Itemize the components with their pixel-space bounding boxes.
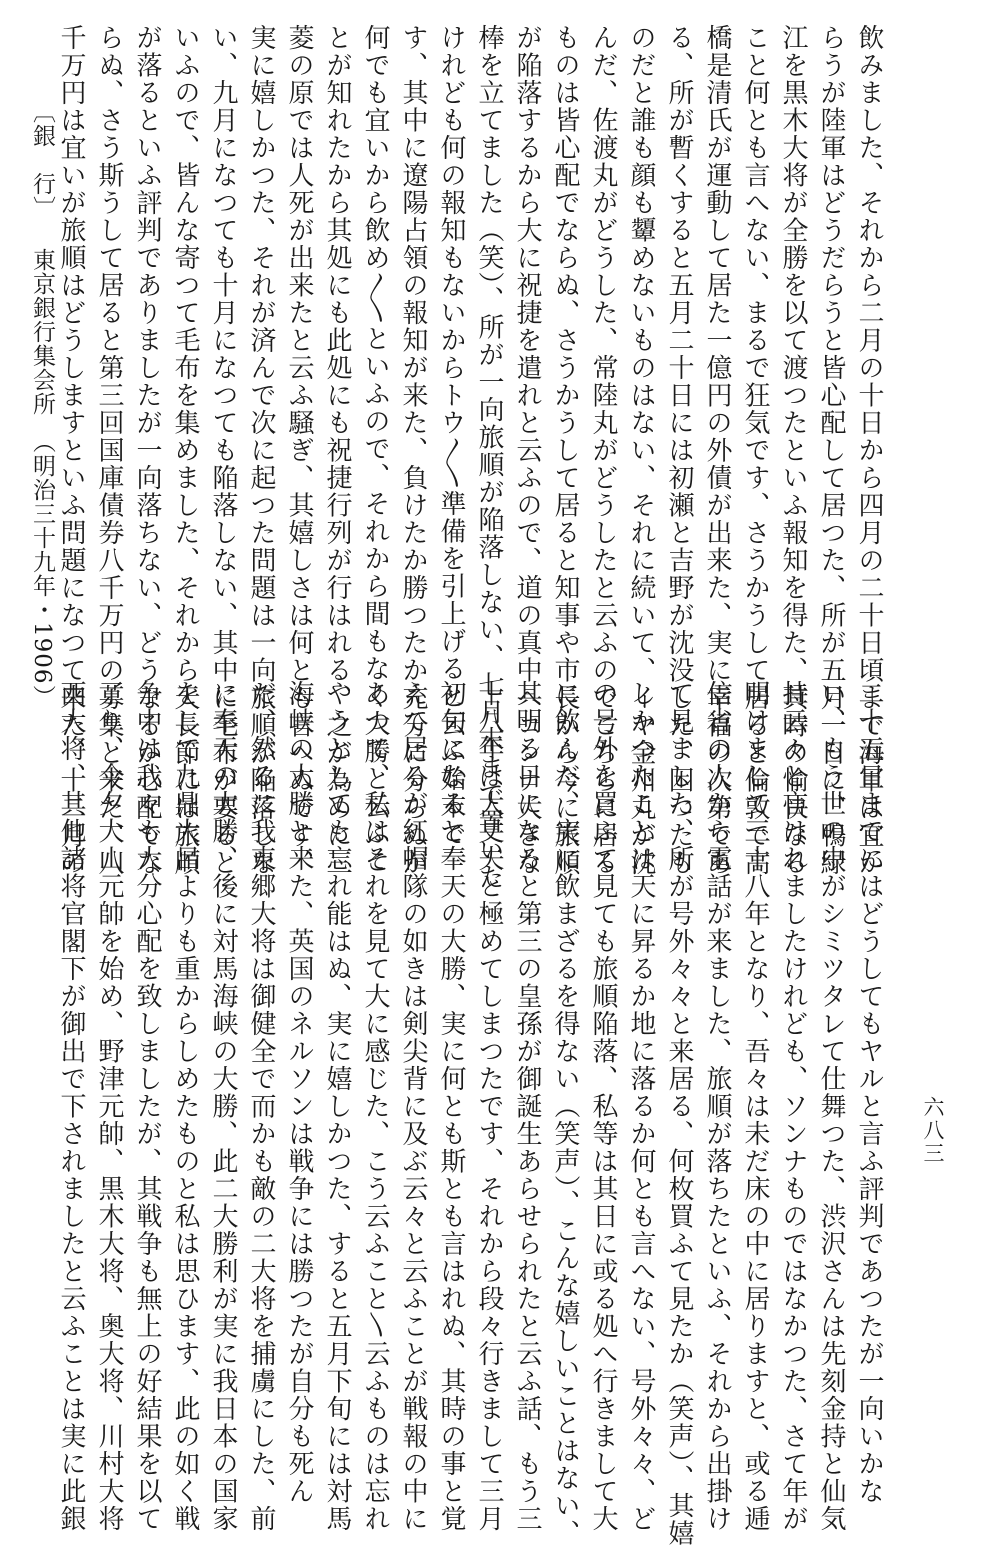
text-column: 何でも宜いから飲め〳〵といふので、それから間もなく大勝と云ふこ xyxy=(360,24,390,875)
text-column: しかつたことは天に昇るか地に落るか何とも言へない、号外々々、ど xyxy=(626,680,656,1533)
text-column: のだと誰も顔も顰めないものはない、それに続いて、イヤ金州丸が沈 xyxy=(626,24,656,877)
text-column: 西大将、其他諸将官閣下が御出で下されましたと云ふことは実に此銀 xyxy=(56,680,86,1533)
text-column: 明けまして三十八年となり、吾々は未だ床の中に居りますと、或る逓 xyxy=(740,680,770,1533)
text-column: の号外を買ふて見ても旅順陥落、私等は其日に或る処へ行きまして大 xyxy=(588,680,618,1533)
text-column: 争中は我々も大分心配を致しましたが、其戦争も無上の好結果を以て xyxy=(132,680,162,1533)
text-column: す、其中に遼陽占領の報知が来た、負けたか勝つたか充分に分らぬが xyxy=(398,24,428,877)
text-column: 実に嬉しかつた、それが済んで次に起つた問題は一向旅順が陥落しな xyxy=(246,24,276,877)
text-column: が落るといふ評判でありましたが一向落ちない、どうなるか心配でな xyxy=(132,24,162,877)
text-column: て見ました、所が号外々々と来居る、何枚買ふて見たか（笑声）、其嬉 xyxy=(664,680,694,1547)
text-column: 海峡の大勝と来た、英国のネルソンは戦争には勝つたが自分も死ん xyxy=(284,680,314,1505)
organization-name: 東京銀行集会所 xyxy=(29,248,55,416)
text-column: い、もう世の中がシミツタレて仕舞つた、渋沢さんは先刻金持と仙気 xyxy=(816,680,846,1533)
text-column: をして九鼎大呂よりも重からしめたものと私は思ひます、此の如く戦 xyxy=(170,680,200,1533)
text-column: 橋是清氏が運動して居た一億円の外債が出来た、実に幸福の次第であ xyxy=(702,24,732,877)
text-column: 信省の人から電話が来ました、旅順が落ちたといふ、それから出掛け xyxy=(702,680,732,1533)
text-column: 飲みました、それから二月の十日から四月の二十日頃まで海軍は宜か xyxy=(854,24,884,877)
text-column: いふので、皆んな寄つて毛布を集めました、それから天長節には旅順 xyxy=(170,24,200,877)
text-column: あつて、私はそれを見て大に感じた、こう云ふこと〵云ふものは忘れ xyxy=(360,680,390,1533)
text-column: 棒を立てました（笑）、所が一向旅順が陥落しない、七月末まで置いた xyxy=(474,24,504,891)
text-column: 持云々と言はれましたけれども、ソンナものではなかつた、さて年が xyxy=(778,680,808,1533)
text-column: 二十五日までにはどうしてもヤルと言ふ評判であつたが一向いかな xyxy=(854,680,884,1505)
publication-date: （明治三十九年・1906） xyxy=(29,430,55,709)
text-column: んだ、佐渡丸がどうした、常陸丸がどうしたと云ふのでこちらに居る xyxy=(588,24,618,877)
text-column: る、所が暫くすると五月二十日には初瀬と吉野が沈没した、困つたも xyxy=(664,24,694,877)
text-column: とが知れたから其処にも此処にも祝捷行列が行はれる、之が為めに三 xyxy=(322,24,352,877)
text-column: けれども何の報知もないからトウ〳〵準備を引上げると云ふ始末で xyxy=(436,24,466,848)
text-column: ものは皆心配でならぬ、さうかうして居ると知事や市長から今に旅順 xyxy=(550,24,580,877)
text-column: 千万円は宜いが旅順はどうしますといふ問題になつて来た、十二月の xyxy=(56,24,86,877)
text-column: やうとしても忘れ能はぬ、実に嬉しかつた、すると五月下旬には対馬 xyxy=(322,680,352,1533)
text-column: らうが陸軍はどうだらうと皆心配して居つた、所が五月一日に、鴨緑 xyxy=(816,24,846,877)
text-column: に飲んだ、実に飲まざるを得ない（笑声）、こんな嬉しいことはない、 xyxy=(550,680,580,1547)
text-column: 菱の原では人死が出来たと云ふ騒ぎ、其嬉しさは何とも言へぬです、 xyxy=(284,24,314,877)
text-column: えて居るが紅帽隊の如きは剣尖背に及ぶ云々と云ふことが戦報の中に xyxy=(398,680,428,1533)
text-column: 其明る日になると第三の皇孫が御誕生あらせられたと云ふ話、もう三 xyxy=(512,680,542,1533)
text-column: こと何とも言へない、まるで狂気です、さうかうして居ると倫敦で高 xyxy=(740,24,770,877)
text-column: 初旬になると奉天の大勝、実に何とも斯とも言はれぬ、其時の事と覚 xyxy=(436,680,466,1533)
text-column: だ、然るに我東郷大将は御健全で而かも敵の二大将を捕虜にした、前 xyxy=(246,680,276,1533)
text-column: 十八年は大丈夫と極めてしまつたです、それから段々行きまして三月 xyxy=(474,680,504,1533)
text-column: 江を黒木大将が全勝を以て渡つたといふ報知を得た、其時の愉快なる xyxy=(778,24,808,877)
text-column: が陥落するから大に祝捷を遣れと云ふので、道の真中へコンナ大きな xyxy=(512,24,542,877)
text-column: い、九月になつても十月になつても陥落しない、其中に毛布が要ると xyxy=(208,24,238,877)
source-label: 〔銀 行〕 xyxy=(29,100,55,220)
text-column: らぬ、さう斯うして居ると第三回国庫債券八千万円の募集と来た、八 xyxy=(94,24,124,877)
text-column: 了り、今夕大山元帥を始め、野津元帥、黒木大将、奥大将、川村大将 xyxy=(94,680,124,1533)
text-column: に奉天の大勝、後に対馬海峡の大勝、此二大勝利が実に我日本の国家 xyxy=(208,680,238,1533)
page-number: 六八三 xyxy=(921,1096,945,1165)
